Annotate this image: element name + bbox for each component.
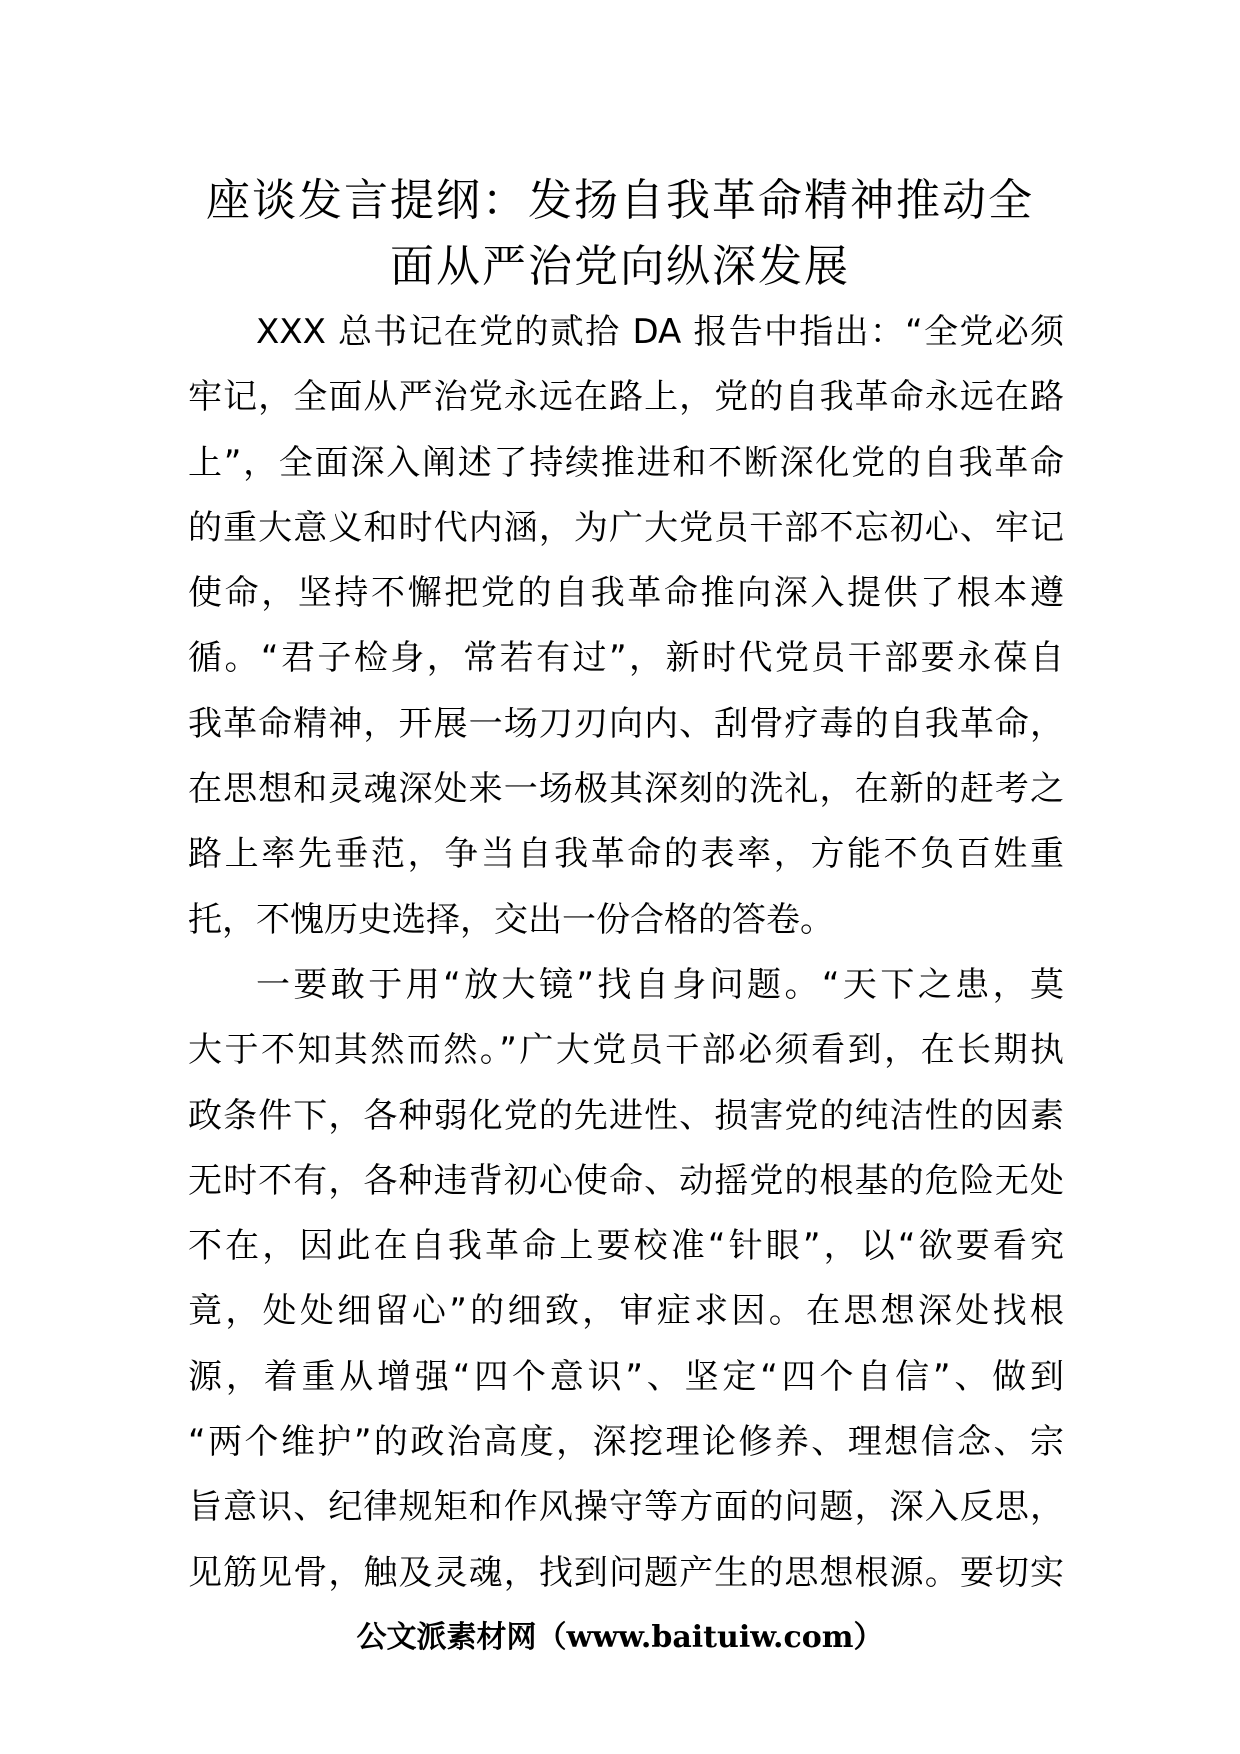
paragraph-1-line: 在思想和灵魂深处来一场极其深刻的洗礼，在新的赶考之: [188, 769, 1064, 810]
document-body: [188, 300, 1064, 1606]
paragraph-2-line: 竟，处处细留心”的细致，审症求因。在思想深处找根: [188, 1291, 1064, 1332]
paragraph-1-line: 循。“君子检身，常若有过”，新时代党员干部要永葆自: [188, 638, 1064, 679]
paragraph-1-line: 使命，坚持不懈把党的自我革命推向深入提供了根本遵: [188, 573, 1064, 614]
document-title: [150, 168, 1090, 300]
paragraph-2-line: 见筋见骨，触及灵魂，找到问题产生的思想根源。要切实: [188, 1552, 1064, 1593]
paragraph-2-line: 政条件下，各种弱化党的先进性、损害党的纯洁性的因素: [188, 1095, 1064, 1136]
paragraph-2-line: 无时不有，各种违背初心使命、动摇党的根基的危险无处: [188, 1160, 1064, 1201]
paragraph-2-line: 一要敢于用“放大镜”找自身问题。“天下之患，莫: [256, 964, 1064, 1005]
paragraph-1-line: 的重大意义和时代内涵，为广大党员干部不忘初心、牢记: [188, 507, 1064, 548]
paragraph-1-line: 托，不愧历史选择，交出一份合格的答卷。: [188, 899, 834, 940]
title-line-2: 面从严治党向纵深发展: [390, 241, 850, 292]
paragraph-2-line: 源，着重从增强“四个意识”、坚定“四个自信”、做到: [188, 1356, 1064, 1397]
paragraph-1-line: 我革命精神，开展一场刀刃向内、刮骨疗毒的自我革命，: [188, 703, 1064, 744]
paragraph-1-line: 牢记，全面从严治党永远在路上，党的自我革命永远在路: [188, 377, 1064, 418]
title-line-1: 座谈发言提纲：发扬自我革命精神推动全: [206, 175, 1034, 226]
paragraph-1-line: 上”，全面深入阐述了持续推进和不断深化党的自我革命: [188, 442, 1064, 483]
paragraph-2-line: “两个维护”的政治高度，深挖理论修养、理想信念、宗: [188, 1422, 1064, 1463]
paragraph-2-line: 旨意识、纪律规矩和作风操守等方面的问题，深入反思，: [188, 1487, 1064, 1528]
paragraph-1-line: 路上率先垂范，争当自我革命的表率，方能不负百姓重: [188, 834, 1064, 875]
footer-watermark-text: 公文派素材网（www.baituiw.com）: [356, 1620, 884, 1655]
paragraph-1-line: XXX 总书记在党的贰拾 DA 报告中指出：“全党必须: [256, 312, 1064, 352]
paragraph-2-line: 不在，因此在自我革命上要校准“针眼”，以“欲要看究: [188, 1226, 1064, 1267]
paragraph-2-line: 大于不知其然而然。”广大党员干部必须看到，在长期执: [188, 1030, 1064, 1071]
